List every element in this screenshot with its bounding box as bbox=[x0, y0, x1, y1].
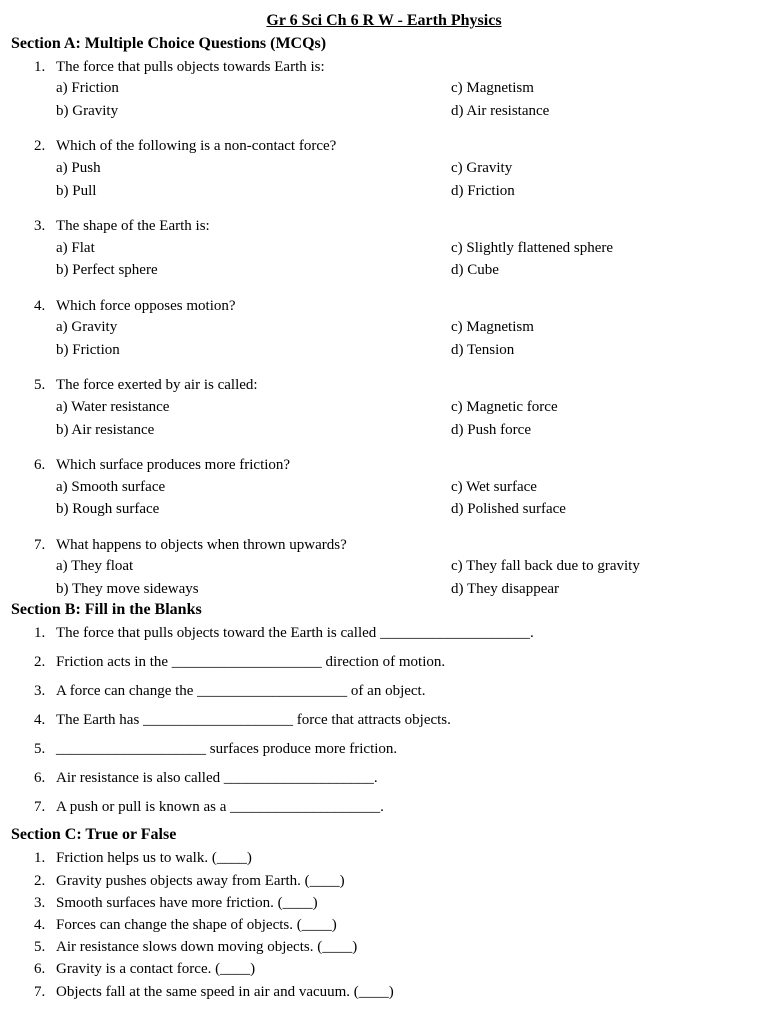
question-text: The force exerted by air is called: bbox=[56, 377, 258, 393]
question-text: The shape of the Earth is: bbox=[56, 218, 210, 234]
fill-blank-number: 3. bbox=[34, 683, 46, 699]
option-c: c) Magnetism bbox=[451, 319, 534, 335]
fill-blank-number: 1. bbox=[34, 625, 46, 641]
fill-blank-number: 4. bbox=[34, 712, 46, 728]
option-a: a) Gravity bbox=[56, 319, 118, 335]
fill-blank-number: 7. bbox=[34, 799, 46, 815]
fill-blank-item: A push or pull is known as a ____________________. bbox=[56, 799, 384, 815]
question-text: Which of the following is a non-contact force? bbox=[56, 138, 337, 154]
question-number: 5. bbox=[34, 377, 46, 393]
fill-blank-item: A force can change the ____________________ of an object. bbox=[56, 683, 426, 699]
option-b: b) Gravity bbox=[56, 103, 119, 119]
true-false-item: Forces can change the shape of objects. (____) bbox=[56, 917, 337, 933]
true-false-number: 4. bbox=[34, 917, 46, 933]
option-d: d) Air resistance bbox=[451, 103, 550, 119]
question-text: Which force opposes motion? bbox=[56, 298, 236, 314]
option-c: c) Magnetism bbox=[451, 80, 534, 96]
section-a-heading: Section A: Multiple Choice Questions (MCQs) bbox=[11, 35, 327, 52]
true-false-item: Objects fall at the same speed in air and vacuum. (____) bbox=[56, 984, 394, 1000]
fill-blank-item: ____________________ surfaces produce more friction. bbox=[56, 741, 398, 757]
option-b: b) Rough surface bbox=[56, 501, 160, 517]
question-number: 3. bbox=[34, 218, 46, 234]
option-c: c) They fall back due to gravity bbox=[451, 558, 640, 574]
option-c: c) Wet surface bbox=[451, 479, 537, 495]
option-a: a) They float bbox=[56, 558, 134, 574]
fill-blank-number: 5. bbox=[34, 741, 46, 757]
fill-blank-number: 6. bbox=[34, 770, 46, 786]
true-false-number: 1. bbox=[34, 850, 46, 866]
question-number: 7. bbox=[34, 537, 46, 553]
true-false-number: 7. bbox=[34, 984, 46, 1000]
option-a: a) Push bbox=[56, 160, 101, 176]
true-false-number: 2. bbox=[34, 873, 46, 889]
fill-blank-item: Friction acts in the ____________________ direction of motion. bbox=[56, 654, 446, 670]
option-b: b) They move sideways bbox=[56, 581, 199, 597]
question-number: 2. bbox=[34, 138, 46, 154]
question-text: The force that pulls objects towards Earth is: bbox=[56, 59, 325, 75]
document-title: Gr 6 Sci Ch 6 R W - Earth Physics bbox=[266, 12, 502, 29]
option-d: d) Push force bbox=[451, 422, 531, 438]
true-false-item: Gravity pushes objects away from Earth. (____) bbox=[56, 873, 345, 889]
question-number: 4. bbox=[34, 298, 46, 314]
fill-blank-item: Air resistance is also called ____________________. bbox=[56, 770, 378, 786]
option-a: a) Friction bbox=[56, 80, 119, 96]
option-d: d) Cube bbox=[451, 262, 499, 278]
option-b: b) Pull bbox=[56, 183, 97, 199]
option-d: d) Friction bbox=[451, 183, 515, 199]
option-b: b) Friction bbox=[56, 342, 120, 358]
true-false-number: 6. bbox=[34, 961, 46, 977]
true-false-item: Smooth surfaces have more friction. (____) bbox=[56, 895, 318, 911]
question-number: 1. bbox=[34, 59, 46, 75]
question-number: 6. bbox=[34, 457, 46, 473]
question-text: What happens to objects when thrown upwards? bbox=[56, 537, 347, 553]
fill-blank-number: 2. bbox=[34, 654, 46, 670]
section-c-heading: Section C: True or False bbox=[11, 826, 177, 843]
true-false-number: 3. bbox=[34, 895, 46, 911]
option-a: a) Smooth surface bbox=[56, 479, 166, 495]
option-c: c) Magnetic force bbox=[451, 399, 558, 415]
fill-blank-item: The Earth has ____________________ force that attracts objects. bbox=[56, 712, 451, 728]
option-b: b) Perfect sphere bbox=[56, 262, 158, 278]
question-text: Which surface produces more friction? bbox=[56, 457, 291, 473]
option-c: c) Gravity bbox=[451, 160, 513, 176]
option-d: d) Tension bbox=[451, 342, 515, 358]
true-false-item: Gravity is a contact force. (____) bbox=[56, 961, 256, 977]
option-c: c) Slightly flattened sphere bbox=[451, 240, 614, 256]
fill-blank-item: The force that pulls objects toward the Earth is called ____________________. bbox=[56, 625, 534, 641]
true-false-item: Air resistance slows down moving objects. (____) bbox=[56, 939, 358, 955]
option-d: d) Polished surface bbox=[451, 501, 566, 517]
option-a: a) Water resistance bbox=[56, 399, 170, 415]
section-b-heading: Section B: Fill in the Blanks bbox=[11, 601, 202, 618]
option-d: d) They disappear bbox=[451, 581, 560, 597]
true-false-item: Friction helps us to walk. (____) bbox=[56, 850, 252, 866]
option-a: a) Flat bbox=[56, 240, 95, 256]
true-false-number: 5. bbox=[34, 939, 46, 955]
option-b: b) Air resistance bbox=[56, 422, 155, 438]
